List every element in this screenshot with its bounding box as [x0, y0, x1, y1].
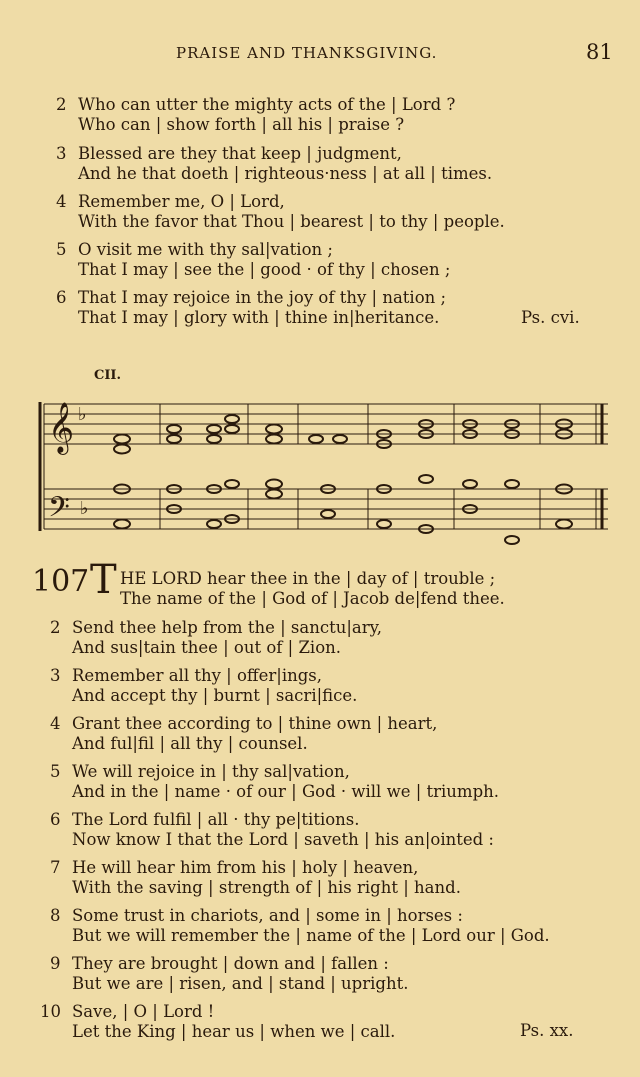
verse-line: Blessed are they that keep | judgment,	[78, 144, 402, 163]
verse-line: That I may | see the | good · of thy | chosen ;	[78, 259, 451, 279]
verse-number: 6	[56, 288, 67, 307]
verse-line: O visit me with thy sal|vation ;	[78, 240, 333, 259]
verse-line: And ful|fil | all thy | counsel.	[72, 733, 308, 753]
treble-clef-icon: 𝄞	[48, 402, 75, 453]
verse-107-1	[120, 569, 505, 608]
flat-sign-icon: ♭	[78, 404, 87, 425]
verse-line: Save, | O | Lord !	[72, 1002, 215, 1021]
verse-number: 10	[40, 1002, 61, 1021]
verse-107-4	[50, 714, 438, 753]
drop-cap: T	[90, 557, 117, 603]
source-reference: Ps. xx.	[520, 1021, 574, 1040]
bass-clef-icon: 𝄢	[48, 491, 70, 531]
verse-line: Grant thee according to | thine own | heart,	[72, 714, 438, 733]
verse-number: 6	[50, 810, 61, 829]
verse-106-4	[56, 192, 505, 231]
verse-line: Send thee help from the | sanctu|ary,	[72, 618, 382, 637]
verse-line: The name of the | God of | Jacob de|fend thee.	[120, 588, 505, 608]
verse-line: Remember me, O | Lord,	[78, 192, 285, 211]
verse-number: 9	[50, 954, 61, 973]
verse-number: 4	[50, 714, 61, 733]
verse-107-6	[50, 810, 494, 849]
verse-line: Now know I that the Lord | saveth | his an|ointed :	[72, 829, 494, 849]
verse-107-9	[50, 954, 409, 993]
verse-line: That I may rejoice in the joy of thy | nation ;	[78, 288, 447, 307]
verse-line: Some trust in chariots, and | some in | horses :	[72, 906, 463, 925]
verse-number: 2	[50, 618, 61, 637]
verse-line: That I may | glory with | thine in|heritance.	[78, 307, 440, 327]
verse-107-3	[50, 666, 358, 705]
verse-line: And sus|tain thee | out of | Zion.	[72, 637, 341, 657]
verse-number: 3	[50, 666, 61, 685]
verse-number: 4	[56, 192, 67, 211]
page-number: 81	[586, 40, 613, 64]
verse-line: But we will remember the | name of the | Lord our | God.	[72, 925, 550, 945]
verse-107-2	[50, 618, 382, 657]
verse-106-6	[56, 288, 447, 327]
verse-line: Remember all thy | offer|ings,	[72, 666, 323, 685]
verse-line: He will hear him from his | holy | heaven,	[72, 858, 419, 877]
chant-label: CII.	[94, 368, 122, 383]
running-title: PRAISE AND THANKSGIVING.	[176, 44, 438, 62]
verse-line: We will rejoice in | thy sal|vation,	[72, 762, 350, 781]
verse-number: 5	[50, 762, 61, 781]
verse-line: And he that doeth | righteous·ness | at all | times.	[78, 163, 493, 183]
verse-line: With the favor that Thou | bearest | to thy | people.	[78, 211, 505, 231]
verse-number: 7	[50, 858, 61, 877]
verse-line: But we are | risen, and | stand | upright.	[72, 973, 409, 993]
verse-line: Who can | show forth | all his | praise ?	[78, 114, 405, 134]
flat-sign-icon: ♭	[80, 498, 89, 519]
verse-number: 2	[56, 95, 67, 114]
verse-107-10	[40, 1002, 396, 1041]
source-reference: Ps. cvi.	[521, 308, 580, 327]
verse-107-8	[50, 906, 550, 945]
verse-number: 3	[56, 144, 67, 163]
verse-line: And in the | name · of our | God · will we | triumph.	[72, 781, 500, 801]
verse-107-7	[50, 858, 461, 897]
chant-score	[34, 384, 612, 554]
verse-107-5	[50, 762, 500, 801]
verse-line: Let the King | hear us | when we | call.	[72, 1021, 396, 1041]
verse-106-2	[56, 95, 456, 134]
verse-line: Who can utter the mighty acts of the | Lord ?	[78, 95, 456, 114]
verse-number: 5	[56, 240, 67, 259]
verse-number: 8	[50, 906, 61, 925]
verse-line: The Lord fulfil | all · thy pe|titions.	[72, 810, 360, 829]
verse-106-3	[56, 144, 493, 183]
verse-line: With the saving | strength of | his right | hand.	[72, 877, 461, 897]
verse-line: They are brought | down and | fallen :	[72, 954, 389, 973]
verse-line: And accept thy | burnt | sacri|fice.	[72, 685, 358, 705]
psalm-number: 107	[32, 564, 90, 599]
verse-106-5	[56, 240, 451, 279]
verse-line: HE LORD hear thee in the | day of | trouble ;	[120, 569, 496, 588]
